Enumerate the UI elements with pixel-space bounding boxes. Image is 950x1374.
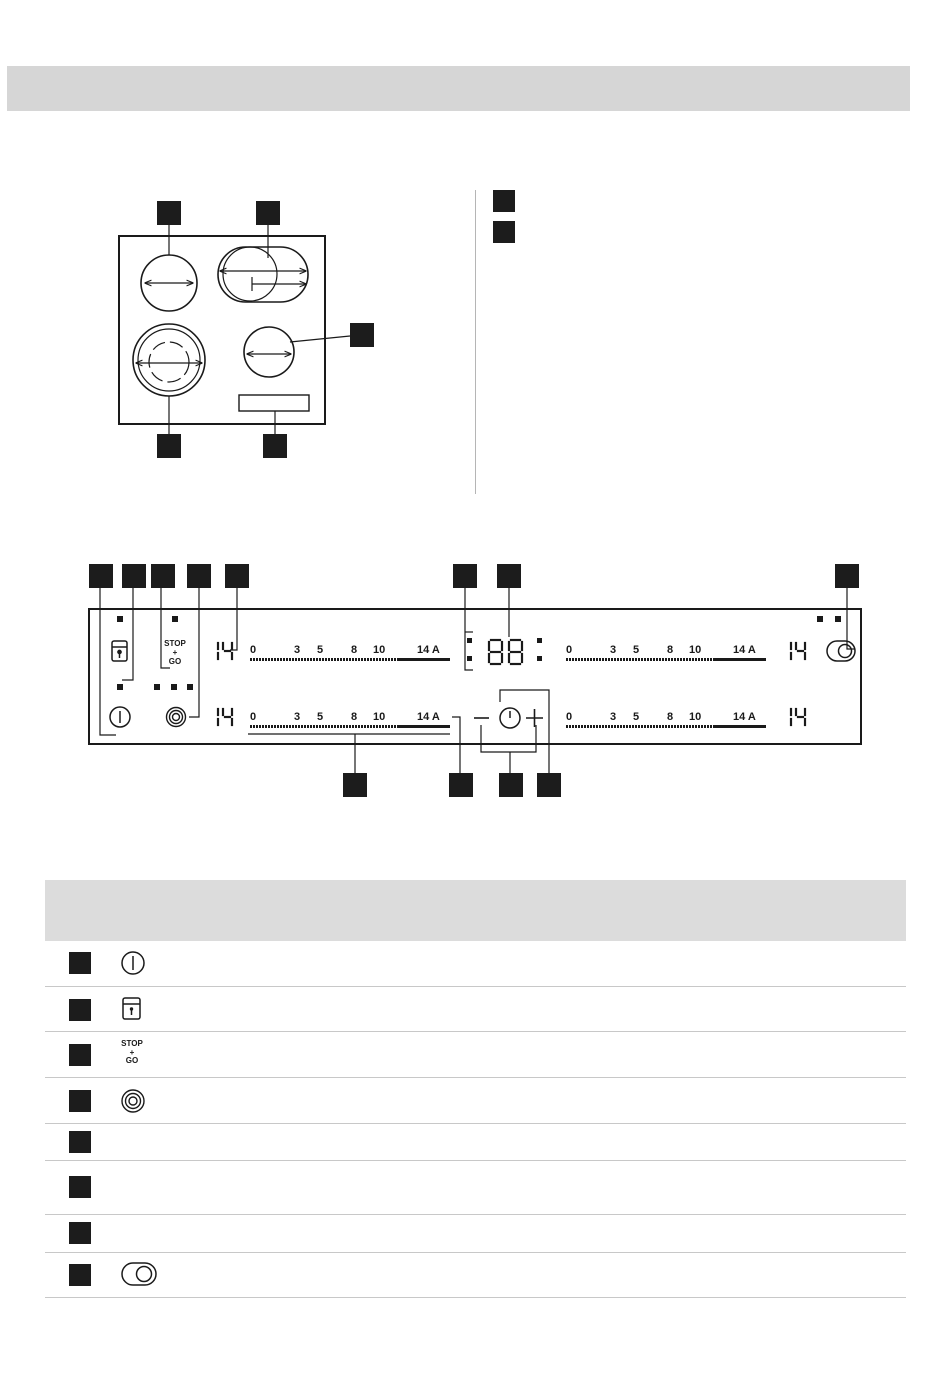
scale-dot (686, 658, 688, 661)
table-row (45, 1078, 906, 1124)
scale-dot (352, 725, 354, 728)
scale-dot (277, 658, 279, 661)
scale-dot (307, 658, 309, 661)
scale-dot (313, 725, 315, 728)
scale-dot (665, 658, 667, 661)
scale-dot (256, 658, 258, 661)
scale-dot (638, 658, 640, 661)
scale-label: 5 (317, 711, 324, 723)
marker-panel-5 (225, 564, 249, 588)
stop-go-button[interactable] (160, 639, 190, 666)
scale-dot (575, 725, 577, 728)
scale-dot (319, 658, 321, 661)
scale-dot (704, 658, 706, 661)
child-lock-icon (112, 641, 127, 661)
scale-dot (665, 725, 667, 728)
scale-dot (262, 725, 264, 728)
scale-dot (692, 658, 694, 661)
scale-dot (623, 725, 625, 728)
scale-dot (367, 658, 369, 661)
table-row (45, 1124, 906, 1161)
scale-dot (587, 725, 589, 728)
scale-dot (364, 725, 366, 728)
scale-label: 3 (294, 711, 301, 723)
scale-dot (346, 725, 348, 728)
row-marker (69, 952, 91, 974)
row-marker (69, 1044, 91, 1066)
scale-dot (674, 658, 676, 661)
scale-label: 8 (667, 644, 674, 656)
scale-dot (626, 725, 628, 728)
scale-dot (310, 658, 312, 661)
dual-zone-icon (119, 1087, 147, 1115)
toggle-switch-icon (827, 641, 855, 661)
scale-dot (569, 658, 571, 661)
scale-dot (298, 658, 300, 661)
scale-dot (283, 725, 285, 728)
scale-dot (388, 725, 390, 728)
scale-dot (707, 658, 709, 661)
marker-panel-8 (835, 564, 859, 588)
table-row (45, 1161, 906, 1215)
scale-dot (683, 725, 685, 728)
scale-dot (256, 725, 258, 728)
marker-panel-3 (151, 564, 175, 588)
scale-dot (704, 725, 706, 728)
scale-dot (599, 658, 601, 661)
scale-dot (337, 725, 339, 728)
scale-dot (265, 725, 267, 728)
scale-dot (280, 725, 282, 728)
table-row (45, 1215, 906, 1253)
scale-dot (373, 725, 375, 728)
row-marker (69, 1264, 91, 1286)
zone-display-top-right (791, 643, 805, 659)
scale-label: 0 (250, 711, 257, 723)
scale-dot (292, 658, 294, 661)
scale-dot (629, 725, 631, 728)
scale-dot (650, 725, 652, 728)
power-scale-top-left[interactable] (250, 644, 450, 661)
scale-dot (370, 725, 372, 728)
timer-plus-icon (526, 709, 543, 727)
scale-dot (253, 658, 255, 661)
marker-panel-2 (122, 564, 146, 588)
child-lock-icon (119, 996, 143, 1022)
scale-dot (578, 658, 580, 661)
scale-label: 0 (566, 644, 573, 656)
scale-dot (310, 725, 312, 728)
scale-dot (620, 725, 622, 728)
scale-label: 5 (317, 644, 324, 656)
table-row (45, 941, 906, 987)
scale-label: 14 A (733, 644, 756, 656)
scale-dot (301, 658, 303, 661)
scale-dot (382, 725, 384, 728)
scale-dot (635, 658, 637, 661)
scale-dot (653, 725, 655, 728)
scale-dot (259, 725, 261, 728)
scale-dot (572, 658, 574, 661)
scale-dot (644, 725, 646, 728)
scale-dot (388, 658, 390, 661)
scale-dot (262, 658, 264, 661)
scale-label: 14 A (417, 644, 440, 656)
scale-dot (301, 725, 303, 728)
scale-dot (271, 725, 273, 728)
stop-go-line-2: + (172, 648, 178, 657)
scale-dot (677, 658, 679, 661)
table-row (45, 987, 906, 1032)
scale-dot (334, 658, 336, 661)
scale-dot (265, 658, 267, 661)
scale-dot (250, 725, 252, 728)
scale-dot (656, 725, 658, 728)
scale-dot (331, 658, 333, 661)
scale-dot (569, 725, 571, 728)
scale-dot (617, 658, 619, 661)
scale-dot (707, 725, 709, 728)
scale-solid (714, 658, 766, 661)
stop-go-line-1: STOP (164, 639, 186, 648)
marker-panel-9 (343, 773, 367, 797)
scale-label: 3 (610, 711, 617, 723)
scale-dot (385, 658, 387, 661)
scale-dot (605, 725, 607, 728)
scale-dot (340, 658, 342, 661)
scale-dot (566, 658, 568, 661)
scale-dot (647, 658, 649, 661)
scale-dot (391, 658, 393, 661)
scale-dot (698, 725, 700, 728)
timer-clock-icon (500, 708, 520, 728)
scale-dot (692, 725, 694, 728)
scale-dot (653, 658, 655, 661)
scale-dot (671, 658, 673, 661)
scale-dot (286, 725, 288, 728)
scale-dot (289, 725, 291, 728)
scale-dot (689, 725, 691, 728)
scale-dot (602, 725, 604, 728)
scale-dot (635, 725, 637, 728)
scale-dot (632, 725, 634, 728)
table-header (45, 880, 906, 941)
scale-dot (361, 658, 363, 661)
scale-dot (268, 725, 270, 728)
scale-dot (286, 658, 288, 661)
scale-dot (701, 725, 703, 728)
scale-dot (295, 725, 297, 728)
scale-dot (325, 658, 327, 661)
scale-dot (680, 725, 682, 728)
scale-dot (614, 725, 616, 728)
scale-dot (328, 725, 330, 728)
scale-dot (343, 658, 345, 661)
scale-dot (394, 658, 396, 661)
scale-dot (608, 658, 610, 661)
scale-label: 10 (689, 711, 702, 723)
scale-dot (590, 658, 592, 661)
scale-dot (695, 658, 697, 661)
scale-dot (322, 725, 324, 728)
scale-dot (602, 658, 604, 661)
panel-frame (89, 609, 861, 744)
scale-dot (271, 658, 273, 661)
marker-panel-11 (499, 773, 523, 797)
power-icon (110, 707, 130, 727)
scale-dot (611, 658, 613, 661)
scale-dot (584, 725, 586, 728)
scale-dot (277, 725, 279, 728)
scale-dot (680, 658, 682, 661)
scale-dot (656, 658, 658, 661)
scale-dot (382, 658, 384, 661)
power-scale-bottom-right[interactable] (566, 711, 766, 728)
scale-label: 0 (566, 711, 573, 723)
scale-dot (641, 725, 643, 728)
scale-dot (617, 725, 619, 728)
power-scale-top-right[interactable] (566, 644, 766, 661)
scale-dot (581, 725, 583, 728)
scale-dot (575, 658, 577, 661)
scale-dot (662, 725, 664, 728)
scale-dot (349, 658, 351, 661)
scale-dot (584, 658, 586, 661)
scale-dot (701, 658, 703, 661)
scale-dot (629, 658, 631, 661)
scale-dot (295, 658, 297, 661)
table-row (45, 1253, 906, 1298)
marker-panel-4 (187, 564, 211, 588)
row-marker (69, 999, 91, 1021)
marker-panel-12 (537, 773, 561, 797)
scale-dot (620, 658, 622, 661)
dual-zone-icon (167, 708, 186, 727)
scale-dot (268, 658, 270, 661)
stop-go-row-line-3: GO (125, 1056, 139, 1065)
scale-label: 10 (373, 711, 386, 723)
scale-dot (391, 725, 393, 728)
scale-label: 8 (667, 711, 674, 723)
timer-display (489, 640, 522, 664)
scale-dot (566, 725, 568, 728)
scale-label: 5 (633, 644, 640, 656)
scale-dot (695, 725, 697, 728)
scale-dot (578, 725, 580, 728)
scale-dot (572, 725, 574, 728)
scale-dot (385, 725, 387, 728)
scale-dot (292, 725, 294, 728)
scale-dot (376, 725, 378, 728)
scale-dot (352, 658, 354, 661)
scale-dot (668, 725, 670, 728)
row-marker (69, 1090, 91, 1112)
stop-go-row-line-1: STOP (121, 1039, 143, 1048)
scale-dot (307, 725, 309, 728)
scale-dot (364, 658, 366, 661)
toggle-switch-icon (121, 1262, 157, 1286)
scale-dot (355, 658, 357, 661)
scale-label: 0 (250, 644, 257, 656)
scale-dot (304, 725, 306, 728)
scale-dot (596, 725, 598, 728)
scale-dot (662, 658, 664, 661)
scale-dot (590, 725, 592, 728)
scale-dot (683, 658, 685, 661)
scale-dot (370, 658, 372, 661)
scale-dot (280, 658, 282, 661)
scale-dot (698, 658, 700, 661)
scale-dot (250, 658, 252, 661)
power-scale-bottom-left[interactable] (250, 711, 450, 728)
scale-dot (379, 725, 381, 728)
segment-displays (218, 640, 805, 725)
scale-dot (659, 725, 661, 728)
scale-label: 14 A (417, 711, 440, 723)
scale-dot (608, 725, 610, 728)
scale-dot (325, 725, 327, 728)
scale-dot (319, 725, 321, 728)
row-marker (69, 1222, 91, 1244)
scale-dot (605, 658, 607, 661)
marker-panel-10 (449, 773, 473, 797)
zone-display-top-left (218, 643, 232, 659)
scale-dot (298, 725, 300, 728)
scale-dot (313, 658, 315, 661)
marker-panel-1 (89, 564, 113, 588)
scale-label: 14 A (733, 711, 756, 723)
scale-dot (274, 658, 276, 661)
scale-dot (316, 725, 318, 728)
scale-dot (340, 725, 342, 728)
scale-dot (674, 725, 676, 728)
scale-label: 3 (610, 644, 617, 656)
scale-solid (398, 725, 450, 728)
scale-dot (355, 725, 357, 728)
scale-label: 10 (373, 644, 386, 656)
scale-dot (641, 658, 643, 661)
scale-dot (668, 658, 670, 661)
scale-dot (259, 658, 261, 661)
scale-label: 8 (351, 711, 358, 723)
scale-dot (659, 658, 661, 661)
stop-go-line-3: GO (168, 657, 182, 666)
scale-label: 3 (294, 644, 301, 656)
scale-dot (373, 658, 375, 661)
scale-dot (593, 725, 595, 728)
scale-dot (581, 658, 583, 661)
scale-dot (349, 725, 351, 728)
scale-dot (599, 725, 601, 728)
scale-dot (611, 725, 613, 728)
scale-dot (331, 725, 333, 728)
scale-dot (316, 658, 318, 661)
scale-solid (398, 658, 450, 661)
scale-dot (623, 658, 625, 661)
scale-dot (644, 658, 646, 661)
scale-dot (689, 658, 691, 661)
scale-dot (334, 725, 336, 728)
scale-dot (289, 658, 291, 661)
scale-dot (626, 658, 628, 661)
scale-dot (337, 658, 339, 661)
scale-dot (328, 658, 330, 661)
stop-go-row-line-2: + (129, 1047, 135, 1057)
scale-dot (322, 658, 324, 661)
scale-dot (593, 658, 595, 661)
zone-display-bottom-right (791, 709, 805, 725)
scale-dot (253, 725, 255, 728)
scale-dot (596, 658, 598, 661)
scale-dot (686, 725, 688, 728)
scale-dot (304, 658, 306, 661)
scale-dot (346, 658, 348, 661)
zone-display-bottom-left (218, 709, 232, 725)
scale-dot (358, 658, 360, 661)
scale-label: 8 (351, 644, 358, 656)
scale-dot (647, 725, 649, 728)
scale-dot (394, 725, 396, 728)
scale-dot (614, 658, 616, 661)
scale-dot (710, 658, 712, 661)
stop-go-icon (117, 1040, 147, 1066)
scale-dot (379, 658, 381, 661)
scale-dot (361, 725, 363, 728)
power-icon (119, 949, 147, 977)
scale-dot (274, 725, 276, 728)
scale-dot (283, 658, 285, 661)
scale-label: 5 (633, 711, 640, 723)
row-marker (69, 1131, 91, 1153)
scale-dot (367, 725, 369, 728)
scale-dot (632, 658, 634, 661)
scale-dot (376, 658, 378, 661)
scale-label: 10 (689, 644, 702, 656)
scale-dot (671, 725, 673, 728)
scale-dot (343, 725, 345, 728)
scale-solid (714, 725, 766, 728)
row-marker (69, 1176, 91, 1198)
table-row (45, 1032, 906, 1078)
scale-dot (650, 658, 652, 661)
scale-dot (677, 725, 679, 728)
scale-dot (710, 725, 712, 728)
marker-panel-6 (453, 564, 477, 588)
scale-dot (358, 725, 360, 728)
scale-dot (638, 725, 640, 728)
scale-dot (587, 658, 589, 661)
marker-panel-7 (497, 564, 521, 588)
